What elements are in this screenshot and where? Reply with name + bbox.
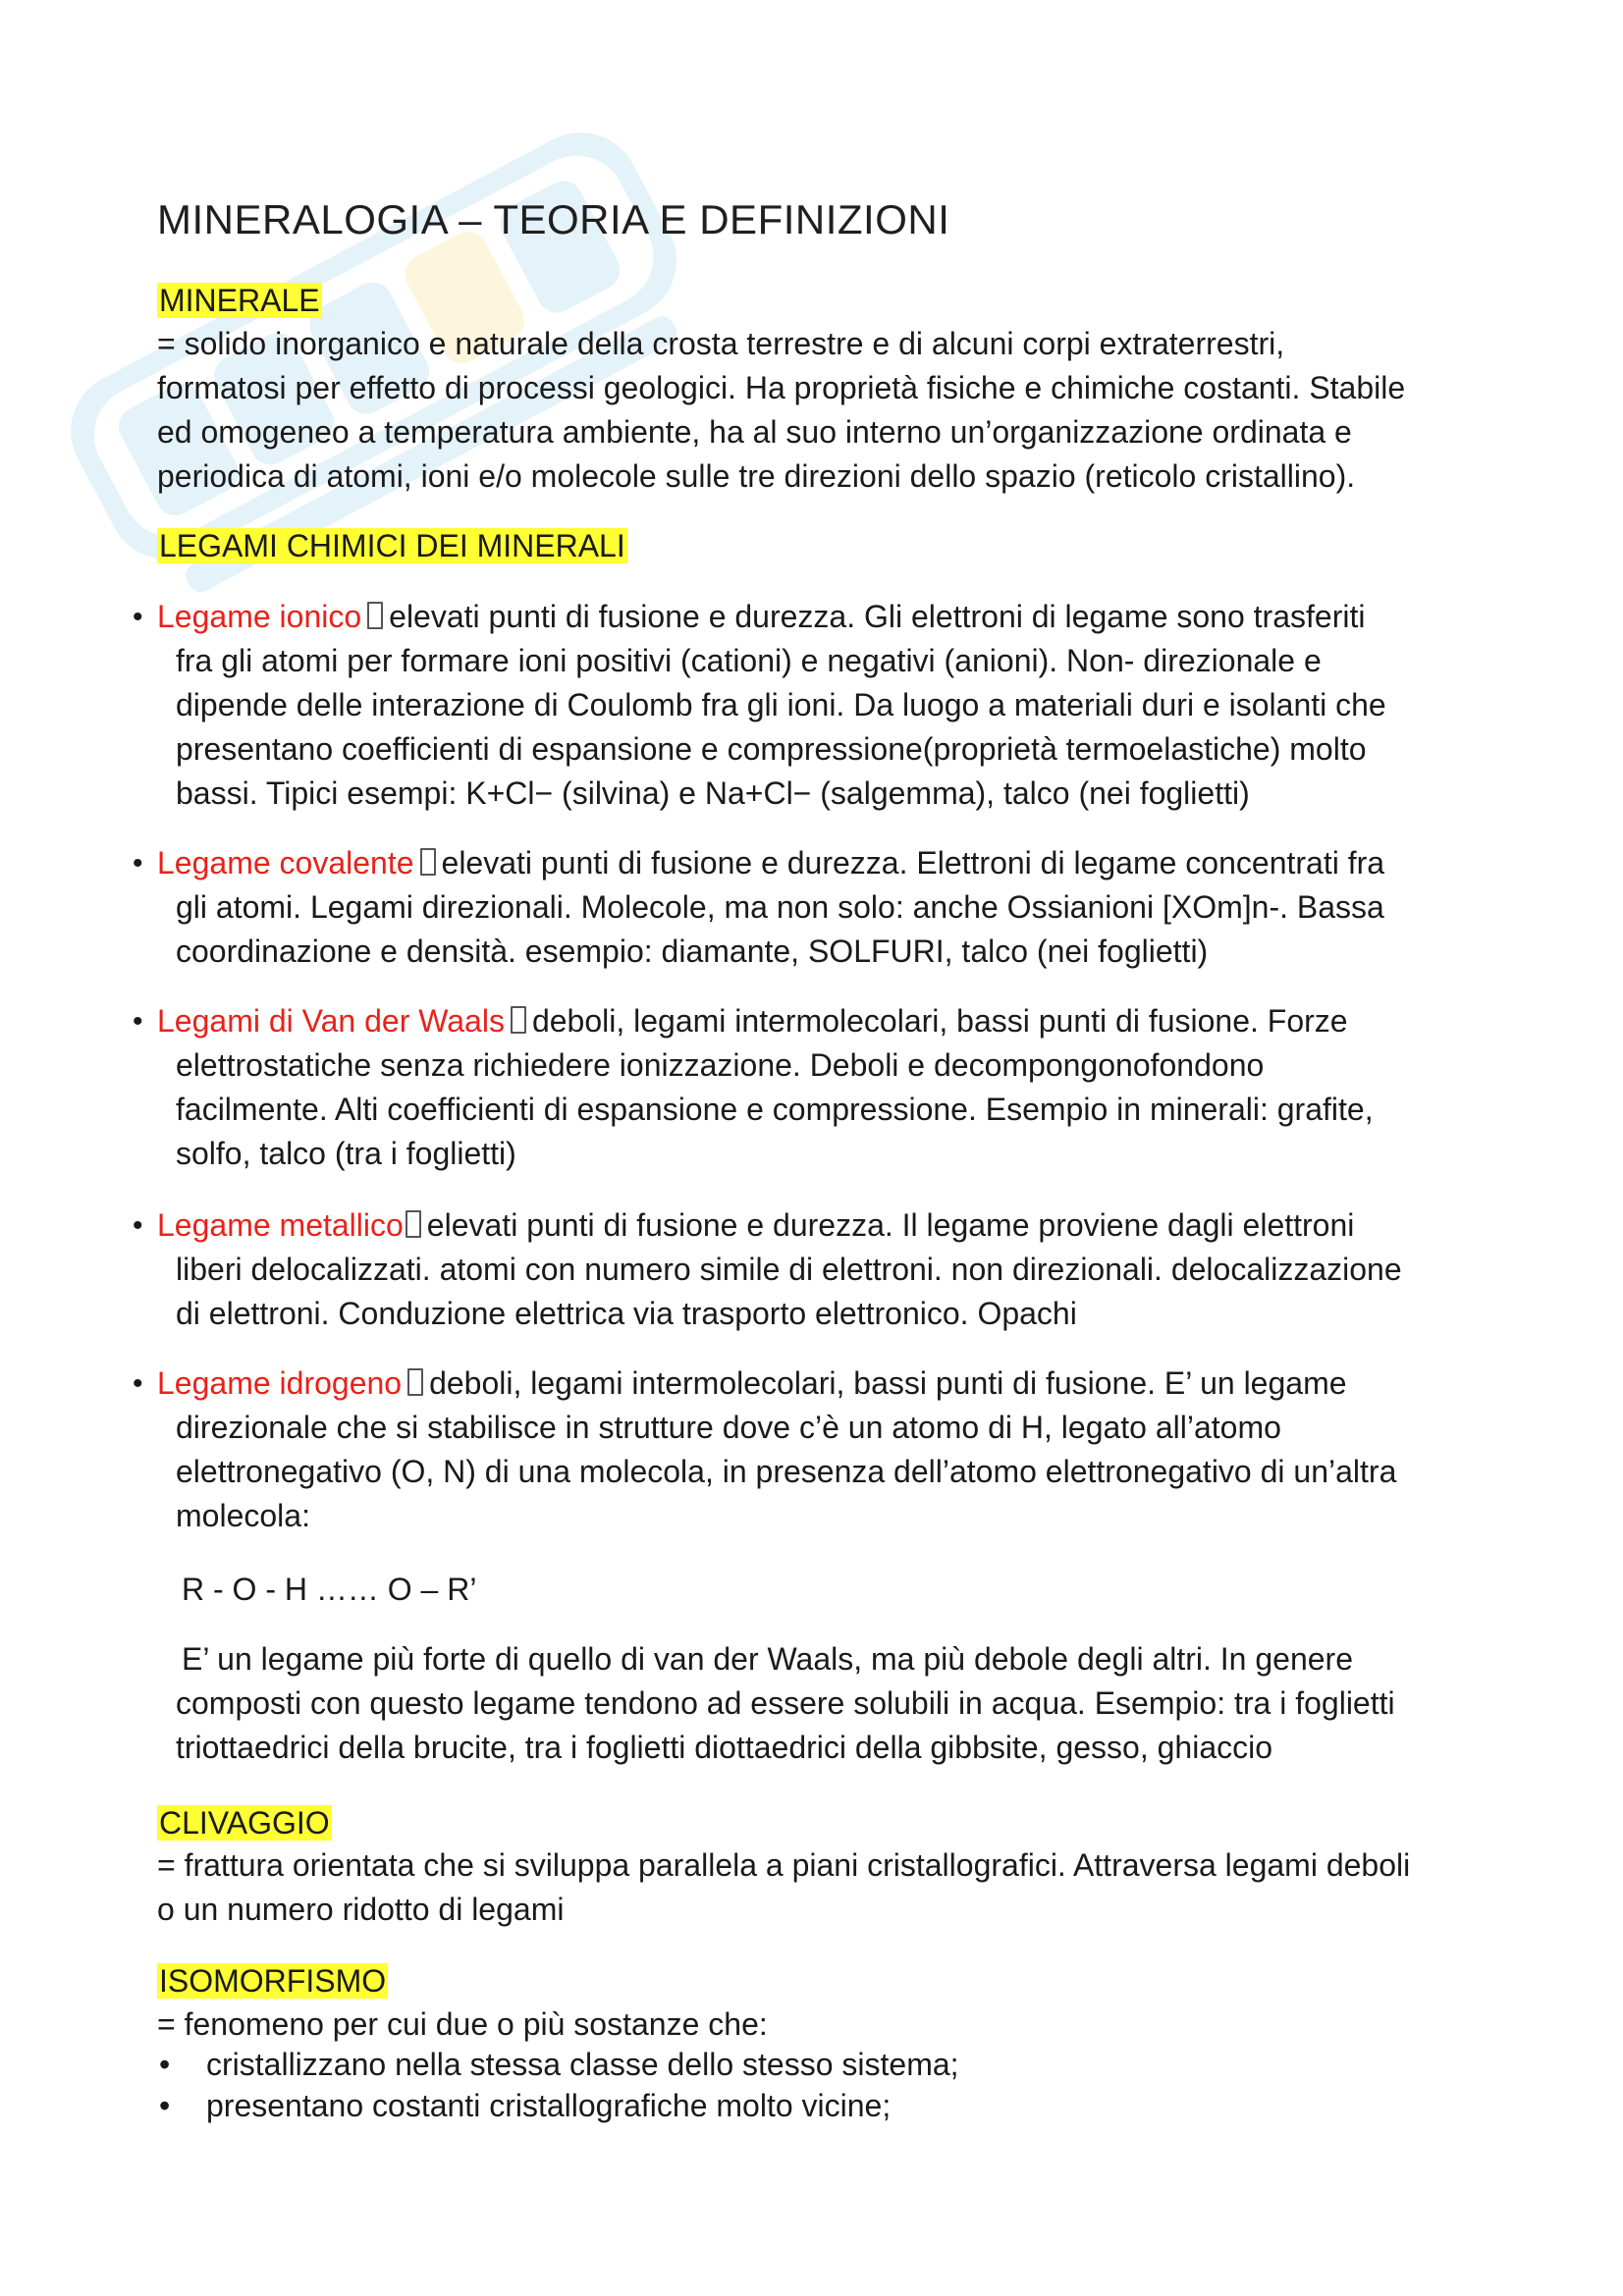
text-line: gli atomi. Legami direzionali. Molecole, ma non solo: anche Ossianioni [XOm]n-. Bassa (176, 889, 1384, 925)
minerale-definition (157, 322, 1492, 499)
arrow-glyph-icon (407, 1368, 423, 1396)
list-item-legame-ionico (133, 595, 1507, 816)
isomorfismo-intro: = fenomeno per cui due o più sostanze che: (157, 2006, 768, 2042)
term: Legame covalente (157, 845, 414, 881)
bullet-icon: • (133, 1367, 143, 1400)
arrow-glyph-icon (511, 1006, 526, 1034)
section-heading-legami (157, 524, 627, 567)
list-item-van-der-waals (133, 999, 1507, 1176)
text: deboli, legami intermolecolari, bassi punti di fusione. E’ un legame (429, 1365, 1347, 1401)
text-line: composti con questo legame tendono ad essere solubili in acqua. Esempio: tra i foglietti (176, 1685, 1395, 1721)
text-line: molecola: (176, 1498, 310, 1533)
text: elevati punti di fusione e durezza. Gli elettroni di legame sono trasferiti (389, 599, 1366, 634)
text-line: ed omogeneo a temperatura ambiente, ha al suo interno un’organizzazione ordinata e (157, 414, 1352, 450)
section-heading-isomorfismo (157, 1959, 388, 2002)
isomorfismo-list (157, 2044, 1492, 2126)
text-line: fra gli atomi per formare ioni positivi (cationi) e negativi (anioni). Non- direzionale e (176, 643, 1322, 678)
text-line: di elettroni. Conduzione elettrica via trasporto elettronico. Opachi (176, 1296, 1077, 1331)
bullet-icon: • (159, 2088, 171, 2123)
list-item-text: presentano costanti cristallografiche molto vicine; (206, 2088, 892, 2123)
heading-text: ISOMORFISMO (159, 1963, 387, 1999)
text-line: formatosi per effetto di processi geologici. Ha proprietà fisiche e chimiche costanti. Stabile (157, 370, 1406, 405)
text-line: = frattura orientata che si sviluppa parallela a piani cristallografici. Attraversa legami deboli (157, 1847, 1411, 1883)
bullet-icon: • (133, 1209, 143, 1242)
text-line: triottaedrici della brucite, tra i foglietti diottaedrici della gibbsite, gesso, ghiaccio (176, 1730, 1273, 1765)
list-item (157, 2044, 1492, 2085)
section-heading-clivaggio (157, 1801, 332, 1844)
list-item-text: cristallizzano nella stessa classe dello stesso sistema; (206, 2047, 959, 2082)
text-line: bassi. Tipici esempi: K+Cl− (silvina) e Na+Cl− (salgemma), talco (nei foglietti) (176, 775, 1250, 811)
list-item-legame-idrogeno (133, 1362, 1507, 1538)
text-line: = solido inorganico e naturale della crosta terrestre e di alcuni corpi extraterrestri, (157, 326, 1285, 361)
arrow-glyph-icon (406, 1210, 421, 1238)
text-line: periodica di atomi, ioni e/o molecole sulle tre direzioni dello spazio (reticolo cristallino). (157, 458, 1356, 494)
term: Legame metallico (157, 1207, 404, 1243)
text: elevati punti di fusione e durezza. Il legame proviene dagli elettroni (426, 1207, 1355, 1243)
text-line: elettronegativo (O, N) di una molecola, in presenza dell’atomo elettronegativo di un’altra (176, 1454, 1397, 1489)
text-line: E’ un legame più forte di quello di van der Waals, ma più debole degli altri. In genere (182, 1641, 1353, 1677)
section-heading-minerale (157, 279, 322, 322)
text-line: direzionale che si stabilisce in strutture dove c’è un atomo di H, legato all’atomo (176, 1410, 1281, 1445)
arrow-glyph-icon (420, 848, 436, 876)
bullet-icon: • (133, 847, 143, 880)
text-line: elettrostatiche senza richiedere ionizzazione. Deboli e decompongonofondono (176, 1047, 1265, 1083)
heading-text: LEGAMI CHIMICI DEI MINERALI (159, 528, 625, 563)
formula: R - O - H …… O – R’ (182, 1572, 477, 1607)
list-item (157, 2085, 1492, 2126)
bullet-icon: • (133, 1005, 143, 1038)
bullet-icon: • (159, 2047, 171, 2082)
text-line: liberi delocalizzati. atomi con numero simile di elettroni. non direzionali. delocalizzazione (176, 1252, 1402, 1287)
term: Legame idrogeno (157, 1365, 403, 1401)
text-line: solfo, talco (tra i foglietti) (176, 1136, 516, 1171)
text-line: o un numero ridotto di legami (157, 1892, 565, 1927)
text: elevati punti di fusione e durezza. Elettroni di legame concentrati fra (441, 845, 1385, 881)
heading-text: CLIVAGGIO (159, 1805, 330, 1841)
text-line: facilmente. Alti coefficienti di espansione e compressione. Esempio in minerali: grafite, (176, 1092, 1374, 1127)
arrow-glyph-icon (367, 602, 383, 629)
text: deboli, legami intermolecolari, bassi punti di fusione. Forze (531, 1003, 1348, 1039)
page-title: MINERALOGIA – TEORIA E DEFINIZIONI (157, 196, 950, 242)
text-line: dipende delle interazione di Coulomb fra gli ioni. Da luogo a materiali duri e isolanti che (176, 687, 1386, 722)
idrogeno-notes (176, 1637, 1511, 1770)
bullet-icon: • (133, 601, 143, 633)
heading-text: MINERALE (159, 283, 320, 318)
text-line: presentano coefficienti di espansione e compressione(proprietà termoelastiche) molto (176, 731, 1367, 767)
term: Legami di Van der Waals (157, 1003, 505, 1039)
list-item-legame-metallico (133, 1203, 1507, 1336)
term: Legame ionico (157, 599, 362, 634)
text-line: coordinazione e densità. esempio: diamante, SOLFURI, talco (nei foglietti) (176, 934, 1209, 969)
list-item-legame-covalente (133, 841, 1507, 974)
clivaggio-definition (157, 1843, 1532, 1932)
